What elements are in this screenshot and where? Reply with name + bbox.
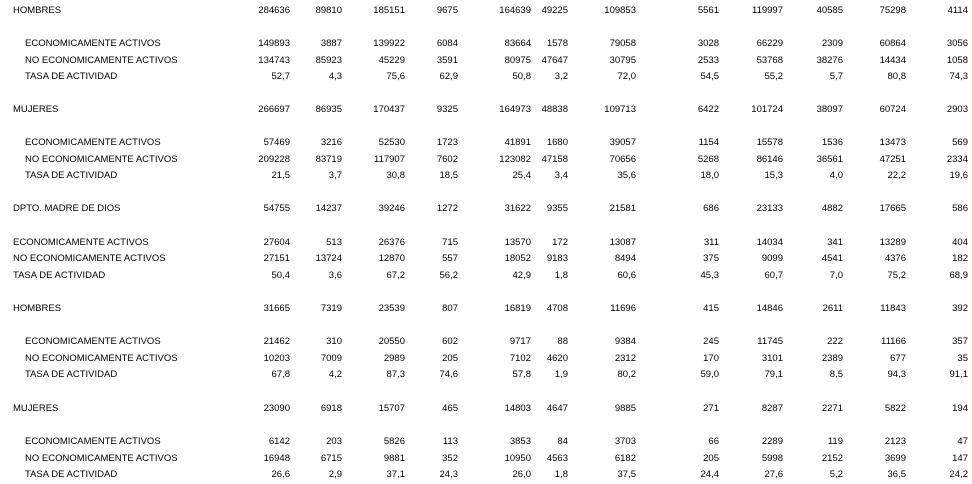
table-cell: 67,8 [271,369,290,380]
table-cell: 1154 [698,137,719,148]
table-cell: 4,0 [829,170,843,181]
table-cell: 57469 [263,137,290,148]
table-cell: 40585 [816,5,843,16]
table-cell: 4620 [546,353,568,364]
table-cell: 357 [952,336,968,347]
table-cell: 53768 [756,55,783,66]
row-label: ECONOMICAMENTE ACTIVOS [25,436,161,447]
table-cell: 70656 [609,154,636,165]
table-cell: 310 [326,336,342,347]
table-cell: 21,5 [271,170,290,181]
table-cell: 25,4 [512,170,531,181]
table-cell: 341 [827,237,843,248]
table-cell: 11166 [880,336,906,347]
row-label: ECONOMICAMENTE ACTIVOS [25,38,161,49]
table-cell: 1,8 [554,469,568,480]
table-cell: 21581 [609,203,636,214]
table-cell: 7102 [509,353,531,364]
table-cell: 11843 [880,303,906,314]
table-cell: 15707 [378,403,405,414]
table-cell: 5268 [697,154,719,165]
table-cell: 222 [827,336,843,347]
table-cell: 5998 [761,453,783,464]
table-cell: 1058 [946,55,968,66]
table-row [0,53,972,69]
table-cell: 79058 [609,38,636,49]
table-cell: 20550 [378,336,405,347]
row-label: DPTO. MADRE DE DIOS [13,203,121,214]
table-cell: 36561 [816,154,843,165]
table-cell: 5,2 [829,469,843,480]
table-cell: 284636 [258,5,290,16]
table-cell: 465 [442,403,458,414]
table-cell: 205 [703,453,719,464]
table-cell: 149893 [258,38,290,49]
table-cell: 415 [703,303,719,314]
table-cell: 47158 [541,154,568,165]
table-cell: 1272 [436,203,458,214]
table-cell: 68,9 [949,270,968,281]
table-cell: 2271 [821,403,843,414]
table-cell: 13087 [609,237,636,248]
table-cell: 1,8 [554,270,568,281]
table-cell: 113 [442,436,458,447]
table-cell: 2533 [697,55,719,66]
table-cell: 45229 [378,55,405,66]
table-row [0,467,972,483]
table-cell: 5561 [697,5,719,16]
table-cell: 2334 [946,154,968,165]
table-cell: 1578 [546,38,568,49]
table-cell: 117907 [374,154,405,165]
table-cell: 18052 [504,253,531,264]
table-cell: 38276 [816,55,843,66]
table-cell: 2903 [946,104,968,115]
table-cell: 3,4 [554,170,568,181]
table-cell: 715 [442,237,458,248]
table-cell: 6182 [614,453,636,464]
table-cell: 7602 [436,154,458,165]
table-cell: 50,4 [271,270,290,281]
table-cell: 24,3 [439,469,458,480]
table-cell: 3056 [946,38,968,49]
table-cell: 45,3 [700,270,719,281]
row-label: NO ECONOMICAMENTE ACTIVOS [13,253,166,264]
row-label: ECONOMICAMENTE ACTIVOS [13,237,149,248]
table-cell: 2989 [383,353,405,364]
table-cell: 41891 [504,137,531,148]
table-cell: 94,3 [887,369,906,380]
table-cell: 164639 [499,5,531,16]
table-cell: 38097 [816,104,843,115]
table-cell: 83719 [315,154,342,165]
table-cell: 194 [952,403,968,414]
table-cell: 57,8 [512,369,531,380]
table-cell: 39057 [609,137,636,148]
row-label: ECONOMICAMENTE ACTIVOS [25,336,161,347]
table-cell: 205 [442,353,458,364]
table-cell: 686 [703,203,719,214]
table-cell: 3853 [509,436,531,447]
table-cell: 209228 [258,154,290,165]
table-cell: 22,2 [887,170,906,181]
table-cell: 49225 [541,5,568,16]
table-cell: 1723 [436,137,458,148]
table-cell: 9717 [509,336,531,347]
table-cell: 9183 [546,253,568,264]
table-cell: 50,8 [512,71,531,82]
table-cell: 26,6 [271,469,290,480]
table-cell: 74,6 [439,369,458,380]
row-label: MUJERES [13,104,59,115]
table-cell: 23133 [756,203,783,214]
table-cell: 2152 [821,453,843,464]
table-cell: 6918 [320,403,342,414]
table-cell: 2312 [614,353,636,364]
table-row [0,251,972,267]
table-cell: 86146 [756,154,783,165]
table-row [0,102,972,118]
table-cell: 9099 [761,253,783,264]
table-cell: 74,3 [949,71,968,82]
table-cell: 86935 [315,104,342,115]
row-label: TASA DE ACTIVIDAD [25,170,118,181]
table-row [0,235,972,251]
table-cell: 39246 [378,203,405,214]
table-cell: 5822 [884,403,906,414]
table-row [0,334,972,350]
table-cell: 513 [326,237,342,248]
table-cell: 14237 [315,203,342,214]
table-cell: 7,0 [829,270,843,281]
table-cell: 2,9 [328,469,342,480]
table-cell: 16948 [263,453,290,464]
table-cell: 311 [703,237,719,248]
table-row [0,201,972,217]
table-cell: 42,9 [512,270,531,281]
table-cell: 3887 [320,38,342,49]
table-cell: 7009 [320,353,342,364]
table-row [0,69,972,85]
table-row [0,351,972,367]
table-cell: 36,5 [887,469,906,480]
table-row [0,135,972,151]
table-cell: 147 [952,453,968,464]
table-cell: 119 [827,436,843,447]
table-cell: 27604 [263,237,290,248]
table-cell: 2389 [821,353,843,364]
table-cell: 8494 [614,253,636,264]
table-row [0,401,972,417]
table-cell: 23539 [378,303,405,314]
row-label: ECONOMICAMENTE ACTIVOS [25,137,161,148]
table-cell: 87,3 [386,369,405,380]
table-cell: 2309 [821,38,843,49]
table-cell: 9885 [614,403,636,414]
table-cell: 11745 [757,336,783,347]
table-cell: 62,9 [439,71,458,82]
table-cell: 47647 [541,55,568,66]
table-cell: 586 [952,203,968,214]
table-cell: 9675 [436,5,458,16]
row-label: NO ECONOMICAMENTE ACTIVOS [25,154,178,165]
table-cell: 14434 [879,55,906,66]
row-label: HOMBRES [13,303,62,314]
table-cell: 6142 [268,436,290,447]
row-label: MUJERES [13,403,59,414]
table-cell: 4,3 [328,71,342,82]
table-cell: 2611 [822,303,843,314]
table-cell: 352 [442,453,458,464]
table-cell: 4376 [884,253,906,264]
table-row [0,152,972,168]
table-cell: 35,6 [617,170,636,181]
row-label: TASA DE ACTIVIDAD [25,71,118,82]
table-cell: 31665 [263,303,290,314]
table-cell: 31622 [504,203,531,214]
row-label: TASA DE ACTIVIDAD [25,369,118,380]
table-cell: 7319 [320,303,342,314]
row-label: TASA DE ACTIVIDAD [13,270,106,281]
table-row [0,301,972,317]
table-cell: 59,0 [700,369,719,380]
table-cell: 88 [557,336,568,347]
table-cell: 404 [952,237,968,248]
table-cell: 80975 [504,55,531,66]
table-row [0,434,972,450]
table-cell: 4541 [821,253,843,264]
table-cell: 3101 [761,353,783,364]
table-cell: 13473 [879,137,906,148]
table-cell: 10203 [263,353,290,364]
table-cell: 4647 [546,403,568,414]
table-cell: 37,5 [617,469,636,480]
table-cell: 807 [442,303,458,314]
table-cell: 11696 [610,303,636,314]
table-cell: 60724 [879,104,906,115]
table-cell: 37,1 [386,469,405,480]
table-cell: 18,0 [700,170,719,181]
table-cell: 26376 [378,237,405,248]
table-cell: 9355 [546,203,568,214]
table-cell: 75,6 [386,71,405,82]
table-cell: 101724 [751,104,783,115]
table-cell: 54755 [263,203,290,214]
table-cell: 119997 [752,5,783,16]
table-cell: 3,6 [328,270,342,281]
table-cell: 15,3 [764,170,783,181]
table-cell: 182 [952,253,968,264]
table-cell: 75298 [879,5,906,16]
table-cell: 12870 [378,253,405,264]
table-cell: 3,7 [328,170,342,181]
table-cell: 4114 [947,5,968,16]
table-row [0,36,972,52]
table-cell: 80,8 [887,71,906,82]
table-cell: 557 [442,253,458,264]
table-cell: 75,2 [887,270,906,281]
table-row [0,168,972,184]
table-cell: 60,6 [617,270,636,281]
table-cell: 85923 [315,55,342,66]
table-cell: 60864 [879,38,906,49]
table-cell: 27151 [263,253,290,264]
table-cell: 3591 [436,55,458,66]
table-cell: 109853 [604,5,636,16]
table-cell: 4708 [546,303,568,314]
table-cell: 2289 [761,436,783,447]
table-cell: 13724 [315,253,342,264]
table-cell: 47 [957,436,968,447]
table-cell: 80,2 [617,369,636,380]
table-cell: 14803 [504,403,531,414]
table-cell: 6715 [320,453,342,464]
table-cell: 67,2 [386,270,405,281]
table-cell: 4882 [821,203,843,214]
table-cell: 48838 [541,104,568,115]
table-cell: 21462 [263,336,290,347]
table-cell: 1680 [546,137,568,148]
table-row [0,268,972,284]
table-cell: 3,2 [554,71,568,82]
table-cell: 13570 [504,237,531,248]
table-cell: 8287 [761,403,783,414]
table-cell: 72,0 [617,71,636,82]
table-cell: 9325 [436,104,458,115]
table-cell: 47251 [879,154,906,165]
table-cell: 23090 [263,403,290,414]
table-cell: 52,7 [271,71,290,82]
table-cell: 271 [703,403,719,414]
table-cell: 109713 [604,104,636,115]
table-cell: 19,6 [949,170,968,181]
table-cell: 1536 [821,137,843,148]
row-label: NO ECONOMICAMENTE ACTIVOS [25,453,178,464]
table-cell: 66229 [756,38,783,49]
table-cell: 91,1 [949,369,968,380]
table-cell: 203 [326,436,342,447]
table-cell: 55,2 [764,71,783,82]
table-cell: 13289 [879,237,906,248]
table-cell: 84 [557,436,568,447]
table-cell: 24,2 [949,469,968,480]
table-cell: 677 [890,353,906,364]
table-cell: 27,6 [764,469,783,480]
table-cell: 3028 [697,38,719,49]
table-cell: 1,9 [554,369,568,380]
table-cell: 172 [552,237,568,248]
table-cell: 14846 [756,303,783,314]
table-cell: 79,1 [764,369,783,380]
table-cell: 569 [952,137,968,148]
table-cell: 602 [442,336,458,347]
table-cell: 170 [703,353,719,364]
table-cell: 9881 [383,453,405,464]
table-cell: 3703 [614,436,636,447]
table-cell: 4563 [546,453,568,464]
table-row [0,451,972,467]
table-cell: 66 [708,436,719,447]
table-cell: 3216 [320,137,342,148]
table-cell: 6084 [436,38,458,49]
table-row [0,3,972,19]
table-cell: 134743 [258,55,290,66]
table-cell: 5826 [383,436,405,447]
table-cell: 9384 [614,336,636,347]
row-label: HOMBRES [13,5,62,16]
table-cell: 170437 [373,104,405,115]
table-cell: 123082 [499,154,531,165]
table-cell: 83664 [504,38,531,49]
table-cell: 89810 [315,5,342,16]
table-cell: 164973 [499,104,531,115]
table-cell: 6422 [697,104,719,115]
table-cell: 139922 [373,38,405,49]
table-cell: 18,5 [439,170,458,181]
table-cell: 26,0 [512,469,531,480]
table-cell: 10950 [504,453,531,464]
row-label: NO ECONOMICAMENTE ACTIVOS [25,55,178,66]
table-cell: 30795 [609,55,636,66]
table-cell: 5,7 [829,71,843,82]
table-cell: 56,2 [439,270,458,281]
table-cell: 35 [957,353,968,364]
row-label: TASA DE ACTIVIDAD [25,469,118,480]
table-cell: 60,7 [764,270,783,281]
table-cell: 2123 [884,436,906,447]
row-label: NO ECONOMICAMENTE ACTIVOS [25,353,178,364]
table-cell: 3699 [884,453,906,464]
table-cell: 16819 [504,303,531,314]
table-cell: 8,5 [829,369,843,380]
table-cell: 24,4 [700,469,719,480]
table-cell: 266697 [258,104,290,115]
table-row [0,367,972,383]
table-cell: 17665 [879,203,906,214]
table-cell: 392 [952,303,968,314]
table-cell: 4,2 [328,369,342,380]
table-cell: 185151 [373,5,405,16]
table-cell: 54,5 [700,71,719,82]
table-cell: 52530 [378,137,405,148]
table-cell: 30,8 [386,170,405,181]
table-cell: 375 [703,253,719,264]
table-cell: 245 [703,336,719,347]
table-cell: 15578 [756,137,783,148]
table-cell: 14034 [756,237,783,248]
